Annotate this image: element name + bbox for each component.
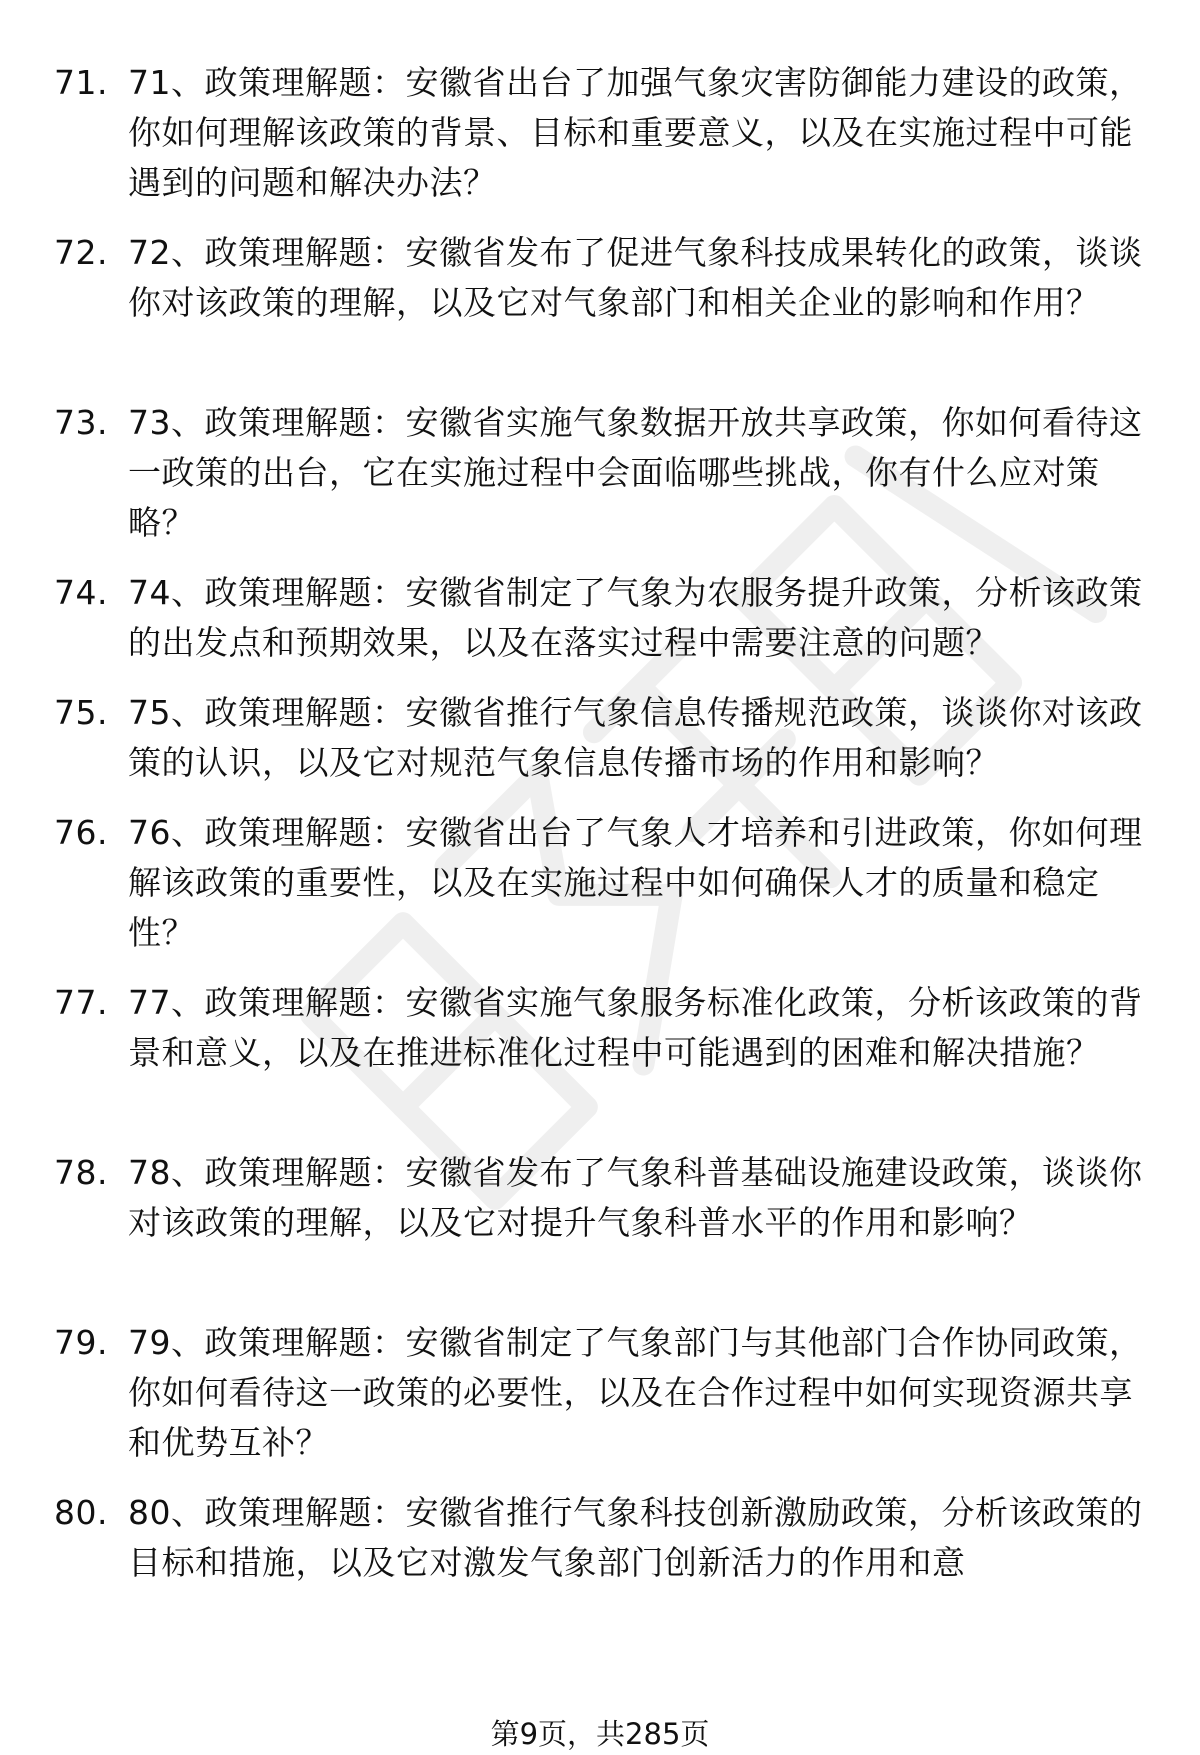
- question-text: 74、政策理解题：安徽省制定了气象为农服务提升政策，分析该政策的出发点和预期效果，以及在落实过程中需要注意的问题？: [128, 573, 1143, 662]
- question-text: 78、政策理解题：安徽省发布了气象科普基础设施建设政策，谈谈你对该政策的理解，以及它对提升气象科普水平的作用和影响？: [128, 1153, 1143, 1242]
- question-number: 79.: [54, 1323, 108, 1362]
- question-number: 76.: [54, 813, 108, 852]
- question-number: 73.: [54, 403, 108, 442]
- question-text: 77、政策理解题：安徽省实施气象服务标准化政策，分析该政策的背景和意义，以及在推进标准化过程中可能遇到的困难和解决措施？: [128, 983, 1143, 1072]
- question-text: 76、政策理解题：安徽省出台了气象人才培养和引进政策，你如何理解该政策的重要性，以及在实施过程中如何确保人才的质量和稳定性？: [128, 813, 1143, 952]
- question-text: 71、政策理解题：安徽省出台了加强气象灾害防御能力建设的政策，你如何理解该政策的背景、目标和重要意义，以及在实施过程中可能遇到的问题和解决办法？: [128, 63, 1143, 202]
- question-text: 79、政策理解题：安徽省制定了气象部门与其他部门合作协同政策，你如何看待这一政策的必要性，以及在合作过程中如何实现资源共享和优势互补？: [128, 1323, 1143, 1462]
- question-text: 80、政策理解题：安徽省推行气象科技创新激励政策，分析该政策的目标和措施，以及它对激发气象部门创新活力的作用和意: [128, 1493, 1143, 1582]
- question-number: 71.: [54, 63, 108, 102]
- page-footer: 第9页，共285页: [490, 1717, 710, 1751]
- question-number: 78.: [54, 1153, 108, 1192]
- question-text: 72、政策理解题：安徽省发布了促进气象科技成果转化的政策，谈谈你对该政策的理解，以及它对气象部门和相关企业的影响和作用？: [128, 233, 1143, 322]
- question-number: 80.: [54, 1493, 108, 1532]
- question-text: 73、政策理解题：安徽省实施气象数据开放共享政策，你如何看待这一政策的出台，它在实施过程中会面临哪些挑战，你有什么应对策略？: [128, 403, 1143, 542]
- question-text: 75、政策理解题：安徽省推行气象信息传播规范政策，谈谈你对该政策的认识，以及它对规范气象信息传播市场的作用和影响？: [128, 693, 1143, 782]
- question-number: 74.: [54, 573, 108, 612]
- question-number: 75.: [54, 693, 108, 732]
- question-number: 72.: [54, 233, 108, 272]
- question-number: 77.: [54, 983, 108, 1022]
